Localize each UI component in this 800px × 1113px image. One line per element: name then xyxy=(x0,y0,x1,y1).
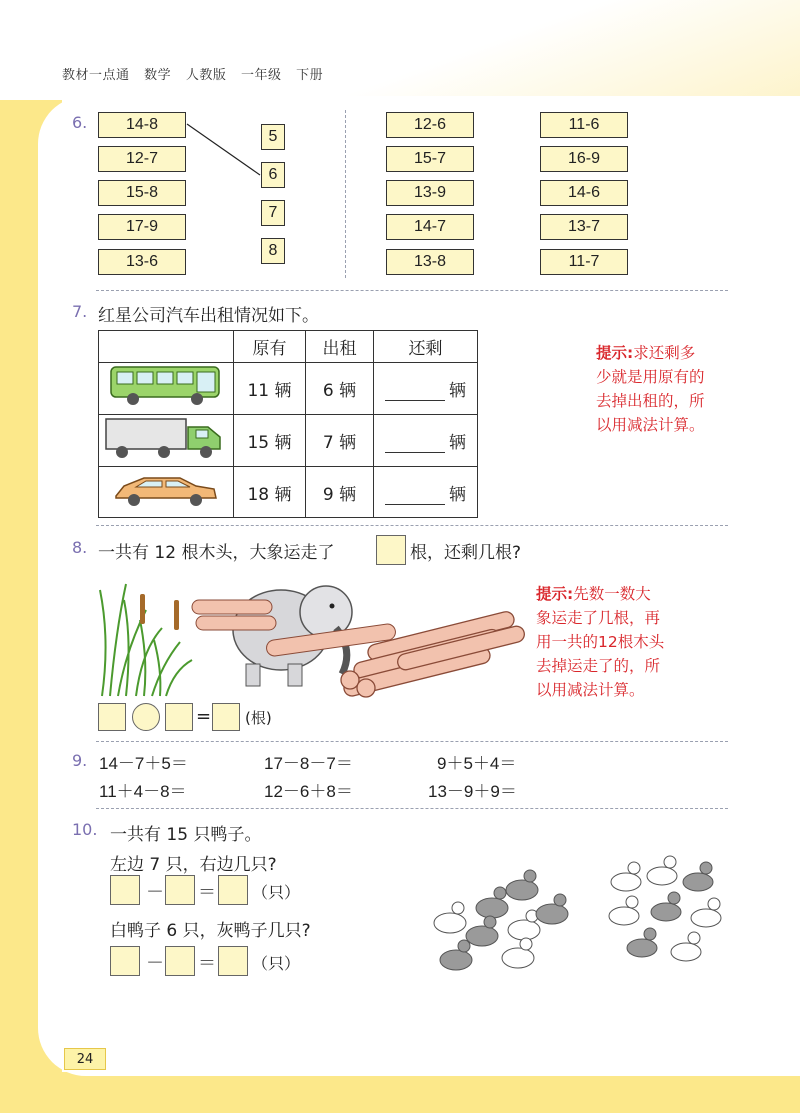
original-count: 18 辆 xyxy=(234,467,306,518)
q10-minus-sign: － xyxy=(146,882,164,903)
unit-label: 辆 xyxy=(449,381,466,401)
q9-number: 9. xyxy=(72,751,88,770)
header-edition: 人教版 xyxy=(185,68,227,83)
q9-equation: 13－9＋9＝ xyxy=(428,782,517,801)
log-icon xyxy=(196,616,276,630)
ducks-left-group xyxy=(428,868,588,980)
q8-title-start: 一共有 12 根木头，大象运走了 xyxy=(98,543,335,563)
q6-left-expr: 13-6 xyxy=(98,249,186,275)
q6-number: 6. xyxy=(72,113,88,132)
table-row xyxy=(99,467,478,518)
q7-hint xyxy=(596,341,746,437)
q10-subquestion: 白鸭子 6 只，灰鸭子几只? xyxy=(110,921,311,941)
hint-line: 去掉运走了的，所 xyxy=(536,657,661,675)
original-count: 11 辆 xyxy=(234,363,306,415)
q8-title-end: 根，还剩几根? xyxy=(410,543,522,563)
q6-answer-box[interactable]: 6 xyxy=(261,162,285,188)
q10-title: 一共有 15 只鸭子。 xyxy=(110,825,262,845)
q8-hint xyxy=(536,582,716,702)
q8-answer-box[interactable] xyxy=(98,703,126,731)
q10-answer-box[interactable] xyxy=(165,875,195,905)
table-header-original: 原有 xyxy=(234,331,306,363)
hint-line: 先数一数大 xyxy=(573,585,651,603)
hint-label: 提示: xyxy=(536,585,574,603)
hint-line: 以用减法计算。 xyxy=(596,416,705,434)
q6-mid-expr: 12-6 xyxy=(386,112,474,138)
q6-answer-box[interactable]: 7 xyxy=(261,200,285,226)
q6-mid-expr: 15-7 xyxy=(386,146,474,172)
section-divider xyxy=(96,290,728,291)
duck-icon xyxy=(609,856,721,961)
q6-left-expr: 12-7 xyxy=(98,146,186,172)
page-number: 24 xyxy=(64,1048,106,1070)
q8-title-blank[interactable] xyxy=(376,535,406,565)
q10-minus-sign: － xyxy=(146,953,164,974)
q8-number: 8. xyxy=(72,538,88,557)
table-header-image xyxy=(99,331,234,363)
car-image xyxy=(99,467,234,518)
log-pile-icon xyxy=(341,610,526,698)
q9-equation: 12－6＋8＝ xyxy=(264,782,353,801)
q6-left-expr: 15-8 xyxy=(98,180,186,206)
header-volume: 下册 xyxy=(296,68,324,83)
original-count: 15 辆 xyxy=(234,415,306,467)
q10-equals-sign: ＝ xyxy=(198,882,216,903)
q6-mid-expr: 14-7 xyxy=(386,214,474,240)
remaining-cell[interactable] xyxy=(374,415,478,467)
q10-answer-box[interactable] xyxy=(165,946,195,976)
ducks-right-group xyxy=(602,852,734,972)
q8-operator-circle[interactable] xyxy=(132,703,160,731)
q9-equation: 11＋4－8＝ xyxy=(99,782,187,801)
table-row xyxy=(99,415,478,467)
remaining-blank[interactable] xyxy=(385,435,445,453)
remaining-cell[interactable] xyxy=(374,363,478,415)
rented-count: 6 辆 xyxy=(306,363,374,415)
hint-line: 去掉出租的，所 xyxy=(596,392,705,410)
hint-line: 求还剩多 xyxy=(633,344,696,362)
q6-left-expr: 17-9 xyxy=(98,214,186,240)
q6-right-expr: 11-7 xyxy=(540,249,628,275)
truck-icon xyxy=(104,415,228,461)
q10-answer-box[interactable] xyxy=(218,875,248,905)
remaining-blank[interactable] xyxy=(385,383,445,401)
q6-right-expr: 16-9 xyxy=(540,146,628,172)
q6-right-expr: 14-6 xyxy=(540,180,628,206)
q10-unit: （只） xyxy=(252,954,301,973)
q10-answer-box[interactable] xyxy=(110,946,140,976)
q9-equation: 14－7＋5＝ xyxy=(99,754,188,773)
q8-equals-sign: = xyxy=(196,706,212,727)
q9-equation: 9＋5＋4＝ xyxy=(437,754,517,773)
hint-line: 象运走了几根，再 xyxy=(536,609,661,627)
table-header-remaining: 还剩 xyxy=(374,331,478,363)
q10-subquestion: 左边 7 只，右边几只? xyxy=(110,855,277,875)
q7-number: 7. xyxy=(72,302,88,321)
cattail-icon xyxy=(174,600,179,630)
section-divider xyxy=(96,525,728,526)
q10-answer-box[interactable] xyxy=(110,875,140,905)
q6-answer-box[interactable]: 5 xyxy=(261,124,285,150)
hint-line: 用一共的12根木头 xyxy=(536,633,665,651)
q6-left-expr: 14-8 xyxy=(98,112,186,138)
table-header-rented: 出租 xyxy=(306,331,374,363)
q9-equation: 17－8－7＝ xyxy=(264,754,353,773)
unit-label: 辆 xyxy=(449,484,466,505)
truck-image xyxy=(99,415,234,467)
section-divider xyxy=(96,808,728,809)
hint-label: 提示: xyxy=(596,344,634,362)
q6-answer-box[interactable]: 8 xyxy=(261,238,285,264)
q8-answer-box[interactable] xyxy=(212,703,240,731)
rented-count: 7 辆 xyxy=(306,415,374,467)
table-row xyxy=(99,363,478,415)
elephant-logs-illustration xyxy=(96,570,536,700)
q6-mid-expr: 13-8 xyxy=(386,249,474,275)
q10-number: 10. xyxy=(72,820,98,839)
q10-answer-box[interactable] xyxy=(218,946,248,976)
header-grade: 一年级 xyxy=(240,68,282,83)
q10-unit: （只） xyxy=(252,883,301,902)
q6-divider xyxy=(345,110,346,278)
hint-line: 少就是用原有的 xyxy=(596,368,705,386)
q6-match-line xyxy=(187,124,260,175)
bus-image xyxy=(99,363,234,415)
q8-unit: (根) xyxy=(245,709,272,727)
unit-label: 辆 xyxy=(449,433,466,453)
log-icon xyxy=(192,600,272,614)
bus-icon xyxy=(107,363,225,409)
hint-line: 以用减法计算。 xyxy=(536,681,645,699)
car-icon xyxy=(110,470,222,510)
rental-table xyxy=(98,330,478,518)
header-subject: 数学 xyxy=(144,68,172,83)
remaining-cell[interactable] xyxy=(374,467,478,518)
q6-mid-expr: 13-9 xyxy=(386,180,474,206)
remaining-blank[interactable] xyxy=(385,487,445,505)
q6-right-expr: 13-7 xyxy=(540,214,628,240)
q6-right-expr: 11-6 xyxy=(540,112,628,138)
section-divider xyxy=(96,741,728,742)
q10-equals-sign: ＝ xyxy=(198,953,216,974)
q8-answer-box[interactable] xyxy=(165,703,193,731)
header-book: 教材一点通 xyxy=(62,68,130,83)
duck-icon xyxy=(434,870,568,970)
rented-count: 9 辆 xyxy=(306,467,374,518)
q7-title: 红星公司汽车出租情况如下。 xyxy=(98,306,319,326)
cattail-icon xyxy=(140,594,145,624)
